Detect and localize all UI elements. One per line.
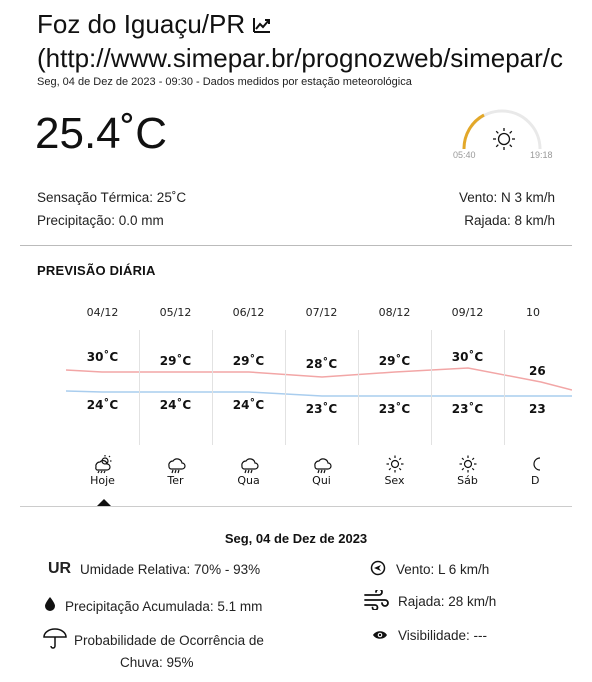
day-max: 30˚C [86, 350, 119, 364]
daily-forecast-title: PREVISÃO DIÁRIA [37, 263, 156, 278]
day-max: 29˚C [378, 354, 411, 368]
day-column[interactable] [66, 298, 139, 498]
accumulated-precipitation: Precipitação Acumulada: 5.1 mm [65, 599, 263, 614]
selected-day-pointer [97, 499, 111, 506]
day-date: 08/12 [378, 306, 411, 319]
day-label: D [531, 474, 540, 487]
city-title [37, 8, 272, 40]
feels-like: Sensação Térmica: 25˚C [37, 190, 187, 205]
observation-subtitle: Seg, 04 de Dez de 2023 - 09:30 - Dados medidos por estação meteorológica [37, 76, 412, 88]
rain-probability-line2: Chuva: 95% [120, 655, 194, 670]
day-column[interactable] [431, 298, 504, 498]
day-min: 23˚C [305, 402, 338, 416]
day-column[interactable] [504, 298, 572, 498]
detail-gust: Rajada: 28 km/h [398, 594, 497, 609]
divider [20, 506, 572, 507]
detail-wind: Vento: L 6 km/h [396, 562, 490, 577]
day-label: Hoje [90, 474, 115, 487]
day-label: Sáb [457, 474, 478, 487]
compass-icon [370, 560, 386, 576]
day-date: 07/12 [305, 306, 338, 319]
day-min: 24˚C [232, 398, 265, 412]
day-min: 23 [529, 402, 546, 416]
day-date: 10 [526, 306, 540, 319]
day-date: 09/12 [451, 306, 484, 319]
day-column[interactable] [139, 298, 212, 498]
day-column[interactable] [285, 298, 358, 498]
day-max: 29˚C [159, 354, 192, 368]
daily-forecast[interactable] [66, 298, 572, 498]
divider [20, 245, 572, 246]
gust: Rajada: 8 km/h [464, 213, 555, 228]
day-label: Sex [384, 474, 405, 487]
day-label: Qui [312, 474, 331, 487]
day-date: 04/12 [86, 306, 119, 319]
current-temperature: 25.4˚C [35, 109, 168, 158]
chart-icon[interactable] [252, 16, 272, 34]
precipitation: Precipitação: 0.0 mm [37, 213, 164, 228]
umbrella-icon [43, 628, 67, 650]
rain-probability-line1: Probabilidade de Ocorrência de [74, 633, 264, 648]
ur-badge: UR [48, 560, 72, 577]
day-max: 29˚C [232, 354, 265, 368]
day-min: 23˚C [451, 402, 484, 416]
sunrise-time: 05:40 [453, 150, 476, 160]
source-link[interactable]: (http://www.simepar.br/prognozweb/simepar/c [37, 43, 563, 73]
day-min: 23˚C [378, 402, 411, 416]
day-max: 26 [529, 364, 546, 378]
detail-date: Seg, 04 de Dez de 2023 [224, 531, 368, 546]
day-max: 30˚C [451, 350, 484, 364]
day-date: 06/12 [232, 306, 265, 319]
day-date: 05/12 [159, 306, 192, 319]
sunset-time: 19:18 [530, 150, 553, 160]
wind-gust-icon [364, 590, 390, 610]
eye-icon [372, 629, 388, 641]
day-label: Qua [237, 474, 260, 487]
day-column[interactable] [358, 298, 431, 498]
day-min: 24˚C [159, 398, 192, 412]
humidity: Umidade Relativa: 70% - 93% [80, 562, 261, 577]
city-name: Foz do Iguaçu/PR [37, 9, 246, 39]
day-min: 24˚C [86, 398, 119, 412]
wind: Vento: N 3 km/h [458, 190, 555, 205]
visibility: Visibilidade: --- [398, 628, 488, 643]
day-column[interactable] [212, 298, 285, 498]
drop-icon [45, 597, 55, 611]
day-max: 28˚C [305, 357, 338, 371]
sun-icon [493, 128, 515, 150]
day-label: Ter [167, 474, 184, 487]
